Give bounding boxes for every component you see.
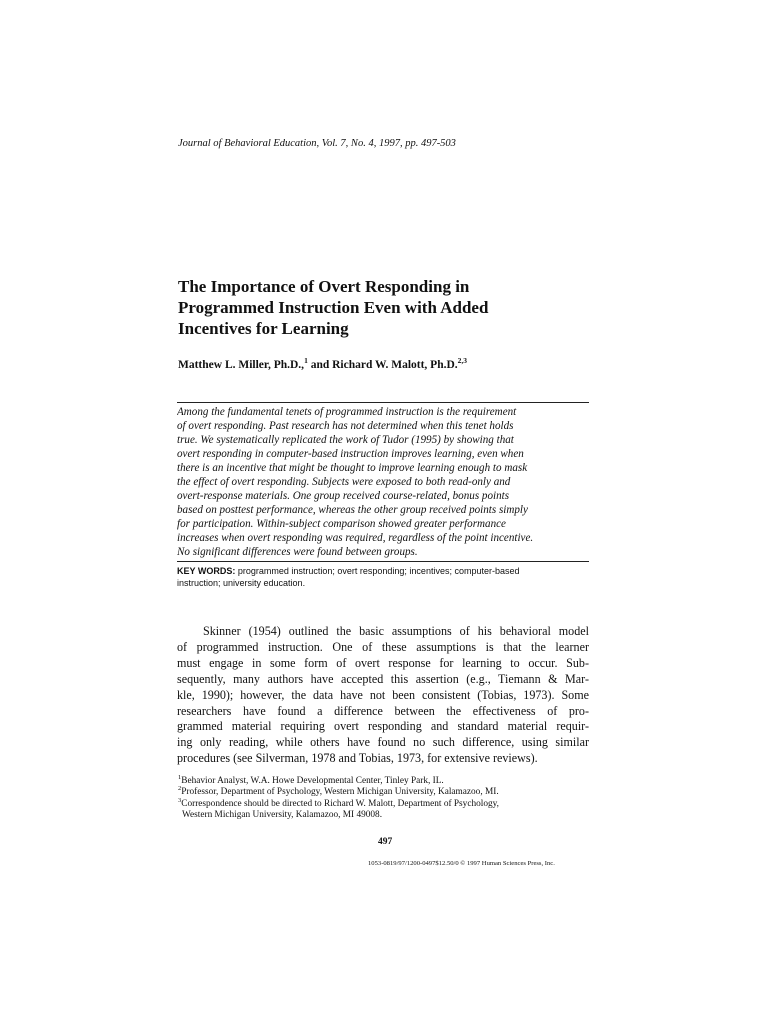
keywords-text: programmed instruction; overt responding; incentives; computer-based [235, 566, 520, 576]
body-line: procedures (see Silverman, 1978 and Tobias, 1973, for extensive reviews). [177, 751, 538, 766]
author-footnote-mark: 2,3 [457, 356, 468, 366]
abstract-line: overt responding in computer-based instruction improves learning, even when [177, 448, 524, 461]
abstract-line: increases when overt responding was required, regardless of the point incentive. [177, 532, 534, 545]
page-number: 497 [378, 837, 393, 847]
author-name: Richard W. Malott, Ph.D. [332, 359, 458, 371]
body-line: researchers have found a difference between the effectiveness of pro- [177, 703, 589, 718]
abstract-line: based on posttest performance, whereas the other group received points simply [177, 504, 528, 517]
author-line [178, 356, 468, 371]
abstract-line: overt-response materials. One group received course-related, bonus points [177, 490, 510, 503]
abstract-line: for participation. Within-subject comparison showed greater performance [177, 518, 506, 531]
abstract-line: Among the fundamental tenets of programmed instruction is the requirement [177, 406, 517, 418]
body-line: sequently, many authors have accepted this assertion (e.g., Tiemann & Mar- [177, 671, 589, 686]
journal-citation: Journal of Behavioral Education, Vol. 7, No. 4, 1997, pp. 497-503 [178, 138, 456, 149]
abstract-line: there is an incentive that might be thought to improve learning enough to mask [177, 462, 528, 475]
footnote-mark: 3 [178, 796, 182, 804]
abstract-line: of overt responding. Past research has not determined when this tenet holds [177, 420, 514, 433]
footnote-text: Correspondence should be directed to Richard W. Malott, Department of Psychology, [181, 798, 499, 809]
abstract-line: the effect of overt responding. Subjects were exposed to both read-only and [177, 476, 511, 489]
footnote-text: Behavior Analyst, W.A. Howe Developmental Center, Tinley Park, IL. [181, 776, 444, 786]
body-line: grammed material requiring overt responding and standard material requir- [177, 719, 589, 734]
abstract-line: true. We systematically replicated the work of Tudor (1995) by showing that [177, 434, 514, 447]
body-line: kle, 1990); however, the data have not been consistent (Tobias, 1973). Some [177, 687, 589, 702]
title-line: The Importance of Overt Responding in [178, 277, 470, 296]
footnote [178, 773, 590, 787]
abstract [177, 402, 589, 562]
body-line: ing only reading, while others have found no such difference, using similar [177, 735, 589, 750]
body-line: must engage in some form of overt response for learning to occur. Sub- [177, 655, 589, 670]
footnotes [178, 773, 590, 822]
author-conjunction: and [307, 359, 333, 371]
footnote [178, 796, 590, 810]
keywords-text: instruction; university education. [177, 577, 306, 588]
footnote-mark: 2 [178, 785, 182, 793]
copyright-line: 1053-0819/97/1200-0497$12.50/0 © 1997 Human Sciences Press, Inc. [368, 860, 555, 867]
abstract-line: No significant differences were found between groups. [177, 546, 418, 559]
footnote-text: Professor, Department of Psychology, Western Michigan University, Kalamazoo, MI. [181, 787, 499, 798]
body-paragraph [177, 624, 589, 767]
keywords-label: KEY WORDS: [177, 566, 236, 576]
body-line: Skinner (1954) outlined the basic assumptions of his behavioral model [203, 624, 589, 638]
footnote [178, 787, 590, 798]
footnote-continuation: Western Michigan University, Kalamazoo, MI 49008. [182, 810, 383, 821]
body-line: of programmed instruction. One of these assumptions is that the learner [177, 639, 589, 654]
article-title [178, 276, 598, 339]
author-footnote-mark: 1 [304, 356, 308, 366]
keywords [177, 566, 589, 589]
title-line: Incentives for Learning [178, 319, 349, 338]
footnote-mark: 1 [178, 773, 182, 781]
author-name: Matthew L. Miller, Ph.D., [178, 359, 305, 371]
title-line: Programmed Instruction Even with Added [178, 298, 489, 317]
